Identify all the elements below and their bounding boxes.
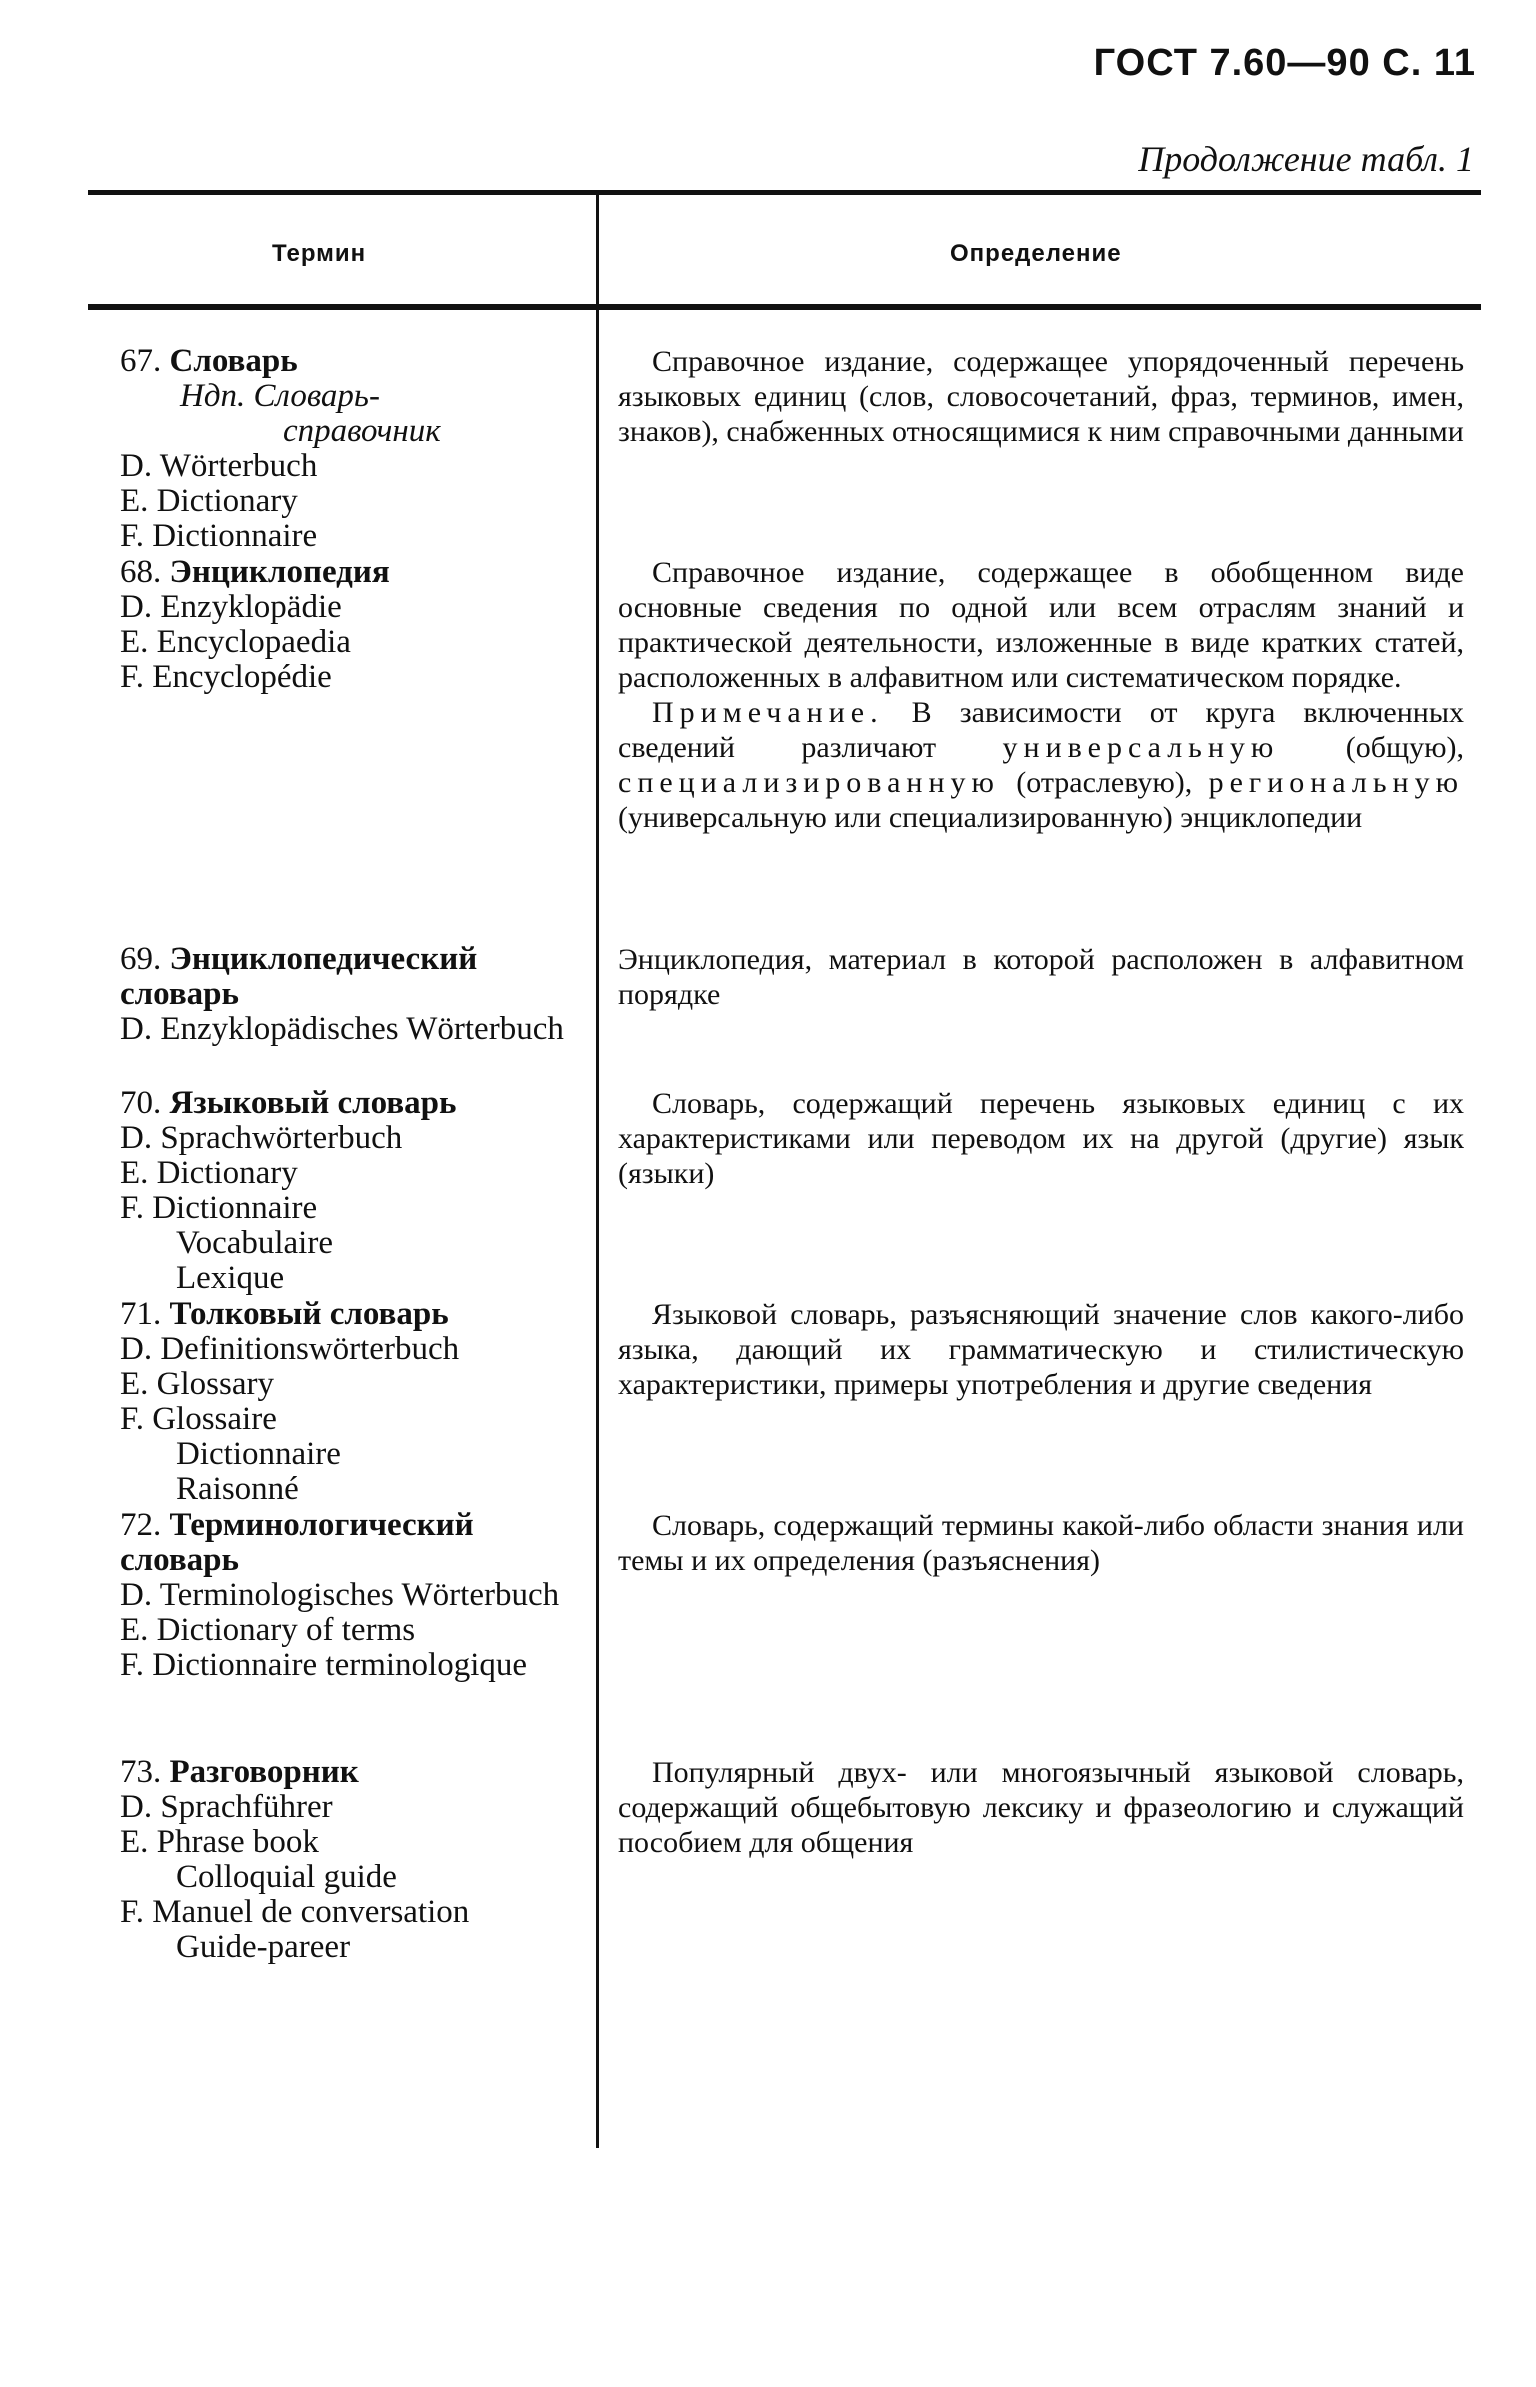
definition-text: Словарь, содержащий термины какой-либо области знания или темы и их определения (разъяснения) (618, 1509, 1464, 1577)
note-label: Примечание. (652, 696, 884, 729)
entry-number: 70. (120, 1085, 162, 1121)
term-title: Разговорник (169, 1754, 359, 1790)
gost-page-header: ГОСТ 7.60—90 С. 11 (1093, 42, 1476, 84)
definition-68 (618, 555, 1464, 835)
definition-text: Энциклопедия, материал в которой расположен в алфавитном порядке (618, 943, 1464, 1011)
term-line: D. Wörterbuch (120, 448, 318, 484)
term-line: E. Encyclopaedia (120, 624, 351, 660)
entry-number: 71. (120, 1296, 162, 1332)
definition-text: Справочное издание, содержащее в обобщенном виде основные сведения по одной или всем отраслям знаний и практической деятельности, изложенные в виде кратких статей, расположенных в алфавитном или систематическом порядке. (618, 556, 1464, 694)
term-line: Dictionnaire (176, 1436, 341, 1472)
note-emph: региональную (1208, 766, 1465, 799)
note-text: (общую), (1345, 731, 1465, 764)
term-line: D. Definitionswörterbuch (120, 1331, 460, 1367)
term-line: Colloquial guide (176, 1859, 397, 1895)
term-line: F. Manuel de conversation (120, 1894, 470, 1930)
table-continuation-label: Продолжение табл. 1 (1138, 139, 1474, 179)
term-title: Энциклопедический словарь (120, 941, 478, 1012)
term-entry-73 (86, 1755, 586, 1965)
entry-number: 68. (120, 554, 162, 590)
definition-69 (618, 942, 1464, 1012)
term-line: справочник (283, 413, 441, 449)
term-entry-68 (86, 555, 586, 695)
term-line: F. Dictionnaire (120, 518, 318, 554)
term-line: Guide-pareer (176, 1929, 351, 1965)
term-line: E. Phrase book (120, 1824, 319, 1860)
entry-number: 73. (120, 1754, 162, 1790)
term-entry-69 (86, 942, 586, 1047)
definition-text: Словарь, содержащий перечень языковых единиц с их характеристиками или переводом их на другой (другие) язык (языки) (618, 1087, 1464, 1190)
term-line: F. Dictionnaire terminologique (120, 1647, 528, 1683)
term-line: Lexique (176, 1260, 285, 1296)
definition-72 (618, 1508, 1464, 1578)
definition-text: Языковой словарь, разъясняющий значение слов какого-либо языка, дающий их грамматическую и стилистическую характеристики, примеры употребления и другие сведения (618, 1298, 1464, 1401)
term-line: F. Glossaire (120, 1401, 277, 1437)
column-header-definition: Определение (950, 240, 1122, 267)
table-header-rule (88, 304, 1481, 310)
definition-text: Популярный двух- или многоязычный языковой словарь, содержащий общебытовую лексику и фразеологию и служащий пособием для общения (618, 1756, 1464, 1859)
term-line: F. Dictionnaire (120, 1190, 318, 1226)
column-divider (596, 193, 599, 2148)
term-line: E. Dictionary of terms (120, 1612, 416, 1648)
term-line: D. Enzyklopädisches Wörterbuch (120, 1011, 564, 1047)
term-line: Vocabulaire (176, 1225, 333, 1261)
term-line: D. Terminologisches Wörterbuch (120, 1577, 560, 1613)
definition-71 (618, 1297, 1464, 1402)
table-top-rule (88, 190, 1481, 195)
term-line: E. Glossary (120, 1366, 274, 1402)
term-title: Энциклопедия (169, 554, 390, 590)
definition-73 (618, 1755, 1464, 1860)
definition-text: Справочное издание, содержащее упорядоченный перечень языковых единиц (слов, словосочетаний, фраз, терминов, имен, знаков), снабженных относящимися к ним справочными данными (618, 345, 1464, 448)
note-text: (отраслевую), (1016, 766, 1193, 799)
term-line: D. Enzyklopädie (120, 589, 342, 625)
term-line: E. Dictionary (120, 1155, 298, 1191)
definition-note (618, 695, 1464, 835)
term-entry-71 (86, 1297, 586, 1507)
definition-70 (618, 1086, 1464, 1191)
term-entry-67 (86, 344, 586, 554)
term-title: Языковый словарь (169, 1085, 457, 1121)
term-title: Толковый словарь (169, 1296, 449, 1332)
entry-number: 72. (120, 1507, 162, 1543)
note-emph: универсальную (1002, 731, 1280, 764)
term-title: Словарь (169, 343, 298, 379)
term-line: E. Dictionary (120, 483, 298, 519)
note-text: (универсальную или специализированную) энциклопедии (618, 801, 1363, 834)
entry-number: 69. (120, 941, 162, 977)
column-header-term: Термин (272, 240, 367, 267)
term-title: Терминологический словарь (120, 1507, 474, 1578)
term-line: F. Encyclopédie (120, 659, 332, 695)
definition-67 (618, 344, 1464, 449)
term-entry-72 (86, 1508, 586, 1683)
entry-number: 67. (120, 343, 162, 379)
term-line: D. Sprachführer (120, 1789, 333, 1825)
term-line: Raisonné (176, 1471, 299, 1507)
term-entry-70 (86, 1086, 586, 1296)
note-emph: специализированную (618, 766, 1000, 799)
term-line: D. Sprachwörterbuch (120, 1120, 403, 1156)
term-line: Ндп. Словарь- (180, 378, 380, 414)
note-text: В зависимости от круга включенных сведений различают (618, 696, 1464, 764)
